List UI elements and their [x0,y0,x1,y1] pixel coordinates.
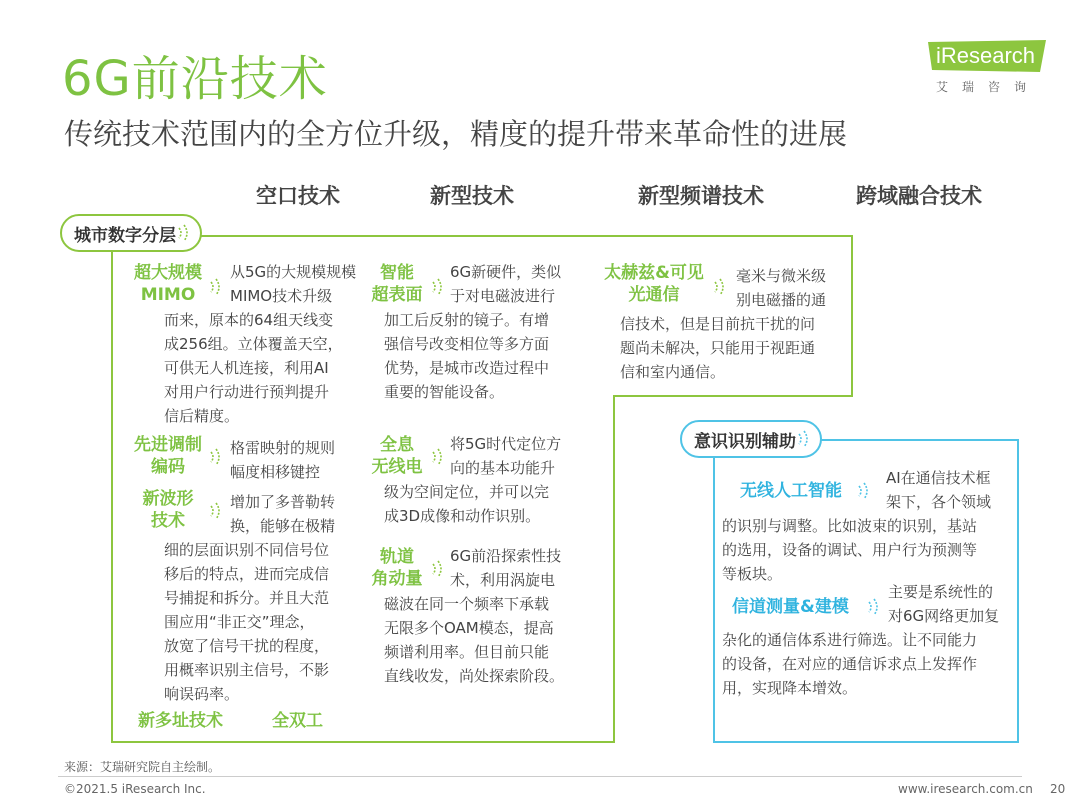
item-text-holographic-radio-b: 级为空间定位，并可以完 成3D成像和动作识别。 [384,483,550,525]
item-label-orbital-angular-momentum: 轨道 角动量 [371,547,423,589]
signal-wave-icon [430,276,446,298]
signal-wave-icon [208,446,224,468]
item-label-full-duplex: 全双工 [272,711,323,731]
signal-wave-icon [176,222,192,244]
item-label-terahertz-visible-light: 太赫兹&可见 光通信 [604,263,704,305]
item-text-wireless-ai-a: AI在通信技术框 架下，各个领域 [886,469,992,511]
item-label-new-waveform: 新波形 技术 [142,489,194,531]
signal-wave-icon [866,596,882,618]
item-text-massive-mimo-b: 而来，原本的64组天线变 成256组。立体覆盖天空， 可供无人机连接，利用AI 对用户行动进行预判提升 信后精度。 [164,311,343,425]
item-label-intelligent-surface: 智能 超表面 [371,263,423,305]
item-label-new-multiple-access: 新多址技术 [138,711,223,731]
item-text-advanced-modulation: 格雷映射的规则 幅度相移键控 [230,439,336,481]
item-text-terahertz-a: 毫米与微米级 别电磁播的通 [736,267,827,309]
item-text-intelligent-surface-a: 6G新硬件，类似 于对电磁波进行 [450,263,562,305]
item-text-massive-mimo-a: 从5G的大规模规模 MIMO技术升级 [230,263,357,305]
copyright: ©2021.5 iResearch Inc. [64,782,206,796]
item-text-new-waveform-b: 细的层面识别不同信号位 移后的特点，进而完成信 号捕捉和拆分。并且大范 围应用“非正交”理念， 放宽了信号干扰的程度， 用概率识别主信号，不影 响误码率。 [164,541,330,703]
column-heading-spectrum: 新型频谱技术 [638,184,764,208]
signal-wave-icon [208,500,224,522]
signal-wave-icon [796,428,812,450]
signal-wave-icon [430,446,446,468]
item-text-channel-measurement-b: 杂化的通信体系进行筛选。让不同能力 的设备，在对应的通信诉求点上发挥作 用，实现降本增效。 [722,631,978,697]
page-subtitle: 传统技术范围内的全方位升级，精度的提升带来革命性的进展 [64,117,848,151]
item-text-new-waveform-a: 增加了多普勒转 换，能够在极精 [230,493,336,535]
awareness-assist-tag [680,420,822,458]
column-heading-cross-domain: 跨域融合技术 [856,184,982,208]
signal-wave-icon [712,276,728,298]
item-text-holographic-radio-a: 将5G时代定位方 向的基本功能升 [450,435,562,477]
logo-subtitle: 艾瑞咨询 [936,80,1041,94]
item-text-orbital-angular-momentum-a: 6G前沿探索性技 术，利用涡旋电 [450,547,562,589]
item-label-advanced-modulation: 先进调制 编码 [134,435,202,477]
column-heading-air-interface: 空口技术 [256,184,340,208]
item-label-massive-mimo: 超大规模 MIMO [134,263,202,305]
item-text-channel-measurement-a: 主要是系统性的 对6G网络更加复 [888,583,1000,625]
awareness-assist-label: 意识识别辅助 [694,431,796,452]
signal-wave-icon [430,558,446,580]
page-number: 20 [1050,782,1066,796]
item-text-orbital-angular-momentum-b: 磁波在同一个频率下承载 无限多个OAM模态，提高 频谱利用率。但目前只能 直线收发，尚处探索阶段。 [384,595,565,685]
footer-divider [58,776,1022,777]
signal-wave-icon [208,276,224,298]
item-text-terahertz-b: 信技术，但是目前抗干扰的问 题尚未解决，只能用于视距通 信和室内通信。 [620,315,816,381]
item-label-wireless-ai: 无线人工智能 [740,481,842,501]
item-text-intelligent-surface-b: 加工后反射的镜子。有增 强信号改变相位等多方面 优势，是城市改造过程中 重要的智能设备。 [384,311,550,401]
city-digital-layer-label: 城市数字分层 [74,225,176,246]
signal-wave-icon [856,480,872,502]
source-note: 来源：艾瑞研究院自主绘制。 [64,760,221,774]
page-title: 6G前沿技术 [62,51,328,107]
item-label-holographic-radio: 全息 无线电 [371,435,423,477]
column-heading-new-tech: 新型技术 [430,184,514,208]
item-label-channel-measurement: 信道测量&建模 [732,597,849,617]
website-link[interactable]: www.iresearch.com.cn [898,782,1033,796]
logo-name: iResearch [936,43,1036,68]
city-digital-layer-tag [60,214,202,252]
item-text-wireless-ai-b: 的识别与调整。比如波束的识别，基站 的选用，设备的调试、用户行为预测等 等板块。 [722,517,978,583]
